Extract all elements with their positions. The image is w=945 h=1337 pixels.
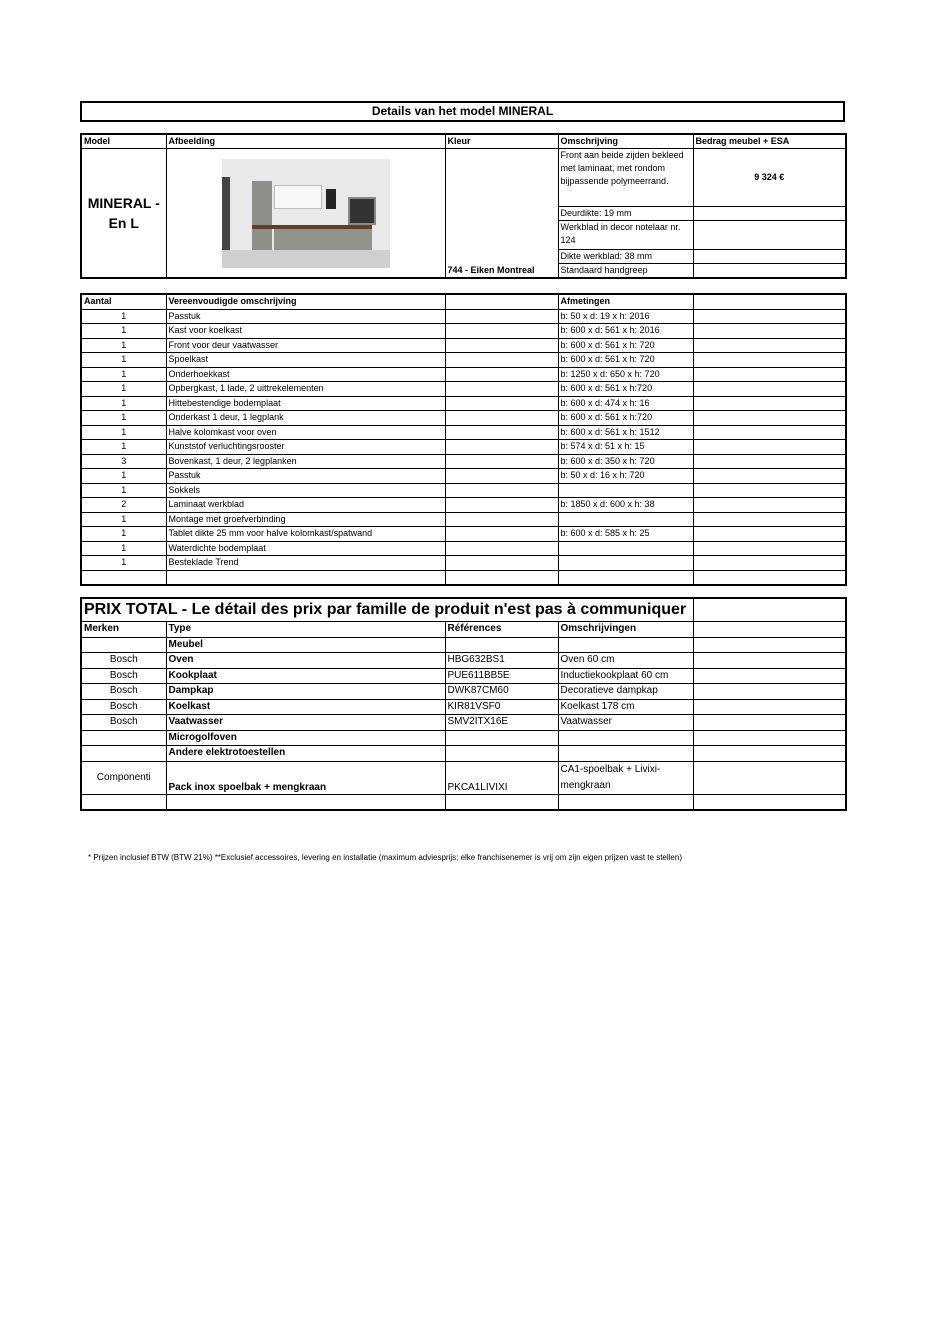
appliance-brand (81, 730, 166, 746)
header-blank (445, 294, 558, 309)
appliance-reference (445, 637, 558, 653)
appliance-type: Koelkast (166, 699, 445, 715)
empty-row (81, 794, 846, 810)
appliance-description (558, 637, 693, 653)
item-blank (693, 382, 846, 397)
item-dimensions: b: 600 x d: 561 x h: 1512 (558, 425, 693, 440)
item-row (81, 483, 846, 498)
item-description: Opbergkast, 1 lade, 2 uittrekelementen (166, 382, 445, 397)
component-description: CA1-spoelbak + Livixi-mengkraan (558, 761, 693, 794)
item-blank (693, 309, 846, 324)
item-row (81, 454, 846, 469)
item-row (81, 570, 846, 585)
header-blank (693, 622, 846, 638)
item-blank (693, 512, 846, 527)
item-blank (693, 556, 846, 571)
item-row (81, 309, 846, 324)
item-blank (693, 367, 846, 382)
price-empty (693, 221, 846, 250)
item-qty: 1 (81, 483, 166, 498)
appliance-description: Koelkast 178 cm (558, 699, 693, 715)
item-description: Kast voor koelkast (166, 324, 445, 339)
item-row (81, 382, 846, 397)
item-blank (445, 556, 558, 571)
appliance-brand: Bosch (81, 653, 166, 669)
item-row (81, 498, 846, 513)
item-description: Hittebestendige bodemplaat (166, 396, 445, 411)
item-dimensions: b: 600 x d: 585 x h: 25 (558, 527, 693, 542)
item-blank (693, 570, 846, 585)
item-row (81, 338, 846, 353)
appliance-blank (693, 715, 846, 731)
price-value: 9 324 € (693, 149, 846, 207)
header-dimensions: Afmetingen (558, 294, 693, 309)
description-line: Front aan beide zijden bekleed met laminaat, met rondom bijpassende polymeerrand. (558, 149, 693, 207)
kitchen-image (222, 159, 390, 268)
kitchen-photo (166, 149, 445, 279)
item-blank (693, 527, 846, 542)
item-qty (81, 570, 166, 585)
item-description: Besteklade Trend (166, 556, 445, 571)
item-blank (693, 483, 846, 498)
price-empty (693, 264, 846, 279)
item-dimensions: b: 600 x d: 561 x h:720 (558, 411, 693, 426)
item-description: Waterdichte bodemplaat (166, 541, 445, 556)
appliance-brand (81, 746, 166, 762)
item-qty: 3 (81, 454, 166, 469)
item-description: Onderkast 1 deur, 1 legplank (166, 411, 445, 426)
item-row (81, 324, 846, 339)
appliance-reference: PUE611BB5E (445, 668, 558, 684)
appliance-brand: Bosch (81, 684, 166, 700)
item-qty: 1 (81, 309, 166, 324)
appliance-brand: Bosch (81, 668, 166, 684)
header-descriptions: Omschrijvingen (558, 622, 693, 638)
item-blank (693, 396, 846, 411)
description-line: Deurdikte: 19 mm (558, 207, 693, 221)
empty-cell (445, 794, 558, 810)
item-description: Front voor deur vaatwasser (166, 338, 445, 353)
item-qty: 2 (81, 498, 166, 513)
item-dimensions: b: 600 x d: 561 x h: 2016 (558, 324, 693, 339)
header-type: Type (166, 622, 445, 638)
item-dimensions: b: 50 x d: 19 x h: 2016 (558, 309, 693, 324)
item-dimensions (558, 570, 693, 585)
item-row (81, 556, 846, 571)
appliance-blank (693, 668, 846, 684)
item-blank (693, 324, 846, 339)
appliance-blank (693, 699, 846, 715)
component-blank (693, 761, 846, 794)
appliances-header-row (81, 622, 846, 638)
appliance-blank (693, 746, 846, 762)
item-qty: 1 (81, 425, 166, 440)
item-dimensions: b: 1850 x d: 600 x h: 38 (558, 498, 693, 513)
item-blank (445, 541, 558, 556)
appliance-blank (693, 653, 846, 669)
item-dimensions: b: 600 x d: 474 x h: 16 (558, 396, 693, 411)
item-dimensions: b: 1250 x d: 650 x h: 720 (558, 367, 693, 382)
item-qty: 1 (81, 367, 166, 382)
component-type: Pack inox spoelbak + mengkraan (166, 761, 445, 794)
header-references: Références (445, 622, 558, 638)
header-description: Omschrijving (558, 134, 693, 149)
item-blank (693, 541, 846, 556)
item-dimensions (558, 556, 693, 571)
item-blank (445, 498, 558, 513)
appliance-brand: Bosch (81, 715, 166, 731)
item-blank (445, 324, 558, 339)
item-blank (693, 353, 846, 368)
header-brand: Merken (81, 622, 166, 638)
item-row (81, 425, 846, 440)
item-blank (693, 498, 846, 513)
appliance-description: Oven 60 cm (558, 653, 693, 669)
appliance-description: Vaatwasser (558, 715, 693, 731)
item-row (81, 512, 846, 527)
appliance-reference: KIR81VSF0 (445, 699, 558, 715)
item-blank (693, 469, 846, 484)
item-row (81, 527, 846, 542)
appliance-row (81, 715, 846, 731)
header-model: Model (81, 134, 166, 149)
description-line: Dikte werkblad: 38 mm (558, 250, 693, 264)
header-price: Bedrag meubel + ESA (693, 134, 846, 149)
item-blank (693, 425, 846, 440)
item-description: Passtuk (166, 469, 445, 484)
appliance-type: Dampkap (166, 684, 445, 700)
item-blank (445, 469, 558, 484)
appliance-description (558, 746, 693, 762)
appliance-blank (693, 730, 846, 746)
model-header-row (81, 134, 846, 149)
item-description: Bovenkast, 1 deur, 2 legplanken (166, 454, 445, 469)
item-qty: 1 (81, 469, 166, 484)
appliance-row (81, 668, 846, 684)
item-blank (693, 338, 846, 353)
item-row (81, 353, 846, 368)
item-row (81, 440, 846, 455)
appliance-description (558, 730, 693, 746)
item-qty: 1 (81, 353, 166, 368)
prix-total-banner: PRIX TOTAL - Le détail des prix par famille de produit n'est pas à communiquer (81, 598, 693, 622)
appliance-type: Meubel (166, 637, 445, 653)
item-qty: 1 (81, 440, 166, 455)
appliance-reference: DWK87CM60 (445, 684, 558, 700)
item-description: Laminaat werkblad (166, 498, 445, 513)
item-qty: 1 (81, 527, 166, 542)
appliance-type: Microgolfoven (166, 730, 445, 746)
item-description: Onderhoekkast (166, 367, 445, 382)
item-description: Kunststof verluchtingsrooster (166, 440, 445, 455)
item-dimensions (558, 541, 693, 556)
item-blank (693, 454, 846, 469)
item-description: Passtuk (166, 309, 445, 324)
header-qty: Aantal (81, 294, 166, 309)
item-qty: 1 (81, 512, 166, 527)
item-description: Spoelkast (166, 353, 445, 368)
model-details-table (80, 133, 847, 279)
item-blank (693, 440, 846, 455)
item-blank (445, 512, 558, 527)
item-blank (445, 382, 558, 397)
item-dimensions: b: 574 x d: 51 x h: 15 (558, 440, 693, 455)
appliances-table (80, 597, 847, 811)
items-header-row (81, 294, 846, 309)
item-dimensions (558, 512, 693, 527)
item-row (81, 367, 846, 382)
item-qty: 1 (81, 411, 166, 426)
footnote: * Prijzen inclusief BTW (BTW 21%) **Exclusief accessoires, levering en installatie (maximum adviesprijs; elke franchisenemer is vrij om zijn eigen prijzen vast te stellen) (88, 853, 682, 862)
appliance-reference: HBG632BS1 (445, 653, 558, 669)
appliance-row (81, 653, 846, 669)
price-empty (693, 207, 846, 221)
item-dimensions (558, 483, 693, 498)
appliance-reference (445, 730, 558, 746)
appliance-reference (445, 746, 558, 762)
item-dimensions: b: 50 x d: 16 x h: 720 (558, 469, 693, 484)
item-qty: 1 (81, 541, 166, 556)
appliance-row (81, 699, 846, 715)
empty-cell (166, 794, 445, 810)
appliance-brand: Bosch (81, 699, 166, 715)
item-dimensions: b: 600 x d: 350 x h: 720 (558, 454, 693, 469)
item-blank (445, 570, 558, 585)
header-color: Kleur (445, 134, 558, 149)
item-blank (693, 411, 846, 426)
item-dimensions: b: 600 x d: 561 x h:720 (558, 382, 693, 397)
appliance-blank (693, 637, 846, 653)
header-blank (693, 294, 846, 309)
item-blank (445, 338, 558, 353)
page-title: Details van het model MINERAL (80, 101, 845, 122)
appliance-type: Oven (166, 653, 445, 669)
price-empty (693, 250, 846, 264)
item-blank (445, 483, 558, 498)
item-blank (445, 309, 558, 324)
empty-cell (558, 794, 693, 810)
description-line: Werkblad in decor notelaar nr. 124 (558, 221, 693, 250)
item-row (81, 541, 846, 556)
color-value: 744 - Eiken Montreal (445, 149, 558, 279)
item-qty: 1 (81, 396, 166, 411)
appliance-row (81, 730, 846, 746)
item-description: Halve kolomkast voor oven (166, 425, 445, 440)
appliance-reference: SMV2ITX16E (445, 715, 558, 731)
description-line: Standaard handgreep (558, 264, 693, 279)
item-description: Tablet dikte 25 mm voor halve kolomkast/spatwand (166, 527, 445, 542)
item-qty: 1 (81, 382, 166, 397)
item-row (81, 469, 846, 484)
appliance-row (81, 684, 846, 700)
appliance-row (81, 746, 846, 762)
item-description: Sokkels (166, 483, 445, 498)
appliance-blank (693, 684, 846, 700)
item-blank (445, 425, 558, 440)
item-row (81, 411, 846, 426)
component-brand: Componenti (81, 761, 166, 794)
item-blank (445, 454, 558, 469)
appliance-row (81, 637, 846, 653)
item-description: Montage met groefverbinding (166, 512, 445, 527)
appliance-brand (81, 637, 166, 653)
item-blank (445, 411, 558, 426)
item-blank (445, 396, 558, 411)
item-row (81, 396, 846, 411)
appliance-type: Kookplaat (166, 668, 445, 684)
appliance-description: Inductiekookplaat 60 cm (558, 668, 693, 684)
header-simplified-desc: Vereenvoudigde omschrijving (166, 294, 445, 309)
item-blank (445, 353, 558, 368)
header-image: Afbeelding (166, 134, 445, 149)
empty-cell (693, 794, 846, 810)
item-blank (445, 367, 558, 382)
model-name: MINERAL - En L (81, 149, 166, 279)
item-blank (445, 440, 558, 455)
component-reference: PKCA1LIVIXI (445, 761, 558, 794)
appliance-type: Andere elektrotoestellen (166, 746, 445, 762)
items-table (80, 293, 847, 586)
component-row (81, 761, 846, 794)
appliance-type: Vaatwasser (166, 715, 445, 731)
item-qty: 1 (81, 338, 166, 353)
item-qty: 1 (81, 324, 166, 339)
item-description (166, 570, 445, 585)
item-qty: 1 (81, 556, 166, 571)
item-blank (445, 527, 558, 542)
item-dimensions: b: 600 x d: 561 x h: 720 (558, 353, 693, 368)
empty-cell (81, 794, 166, 810)
banner-empty (693, 598, 846, 622)
item-dimensions: b: 600 x d: 561 x h: 720 (558, 338, 693, 353)
appliance-description: Decoratieve dampkap (558, 684, 693, 700)
